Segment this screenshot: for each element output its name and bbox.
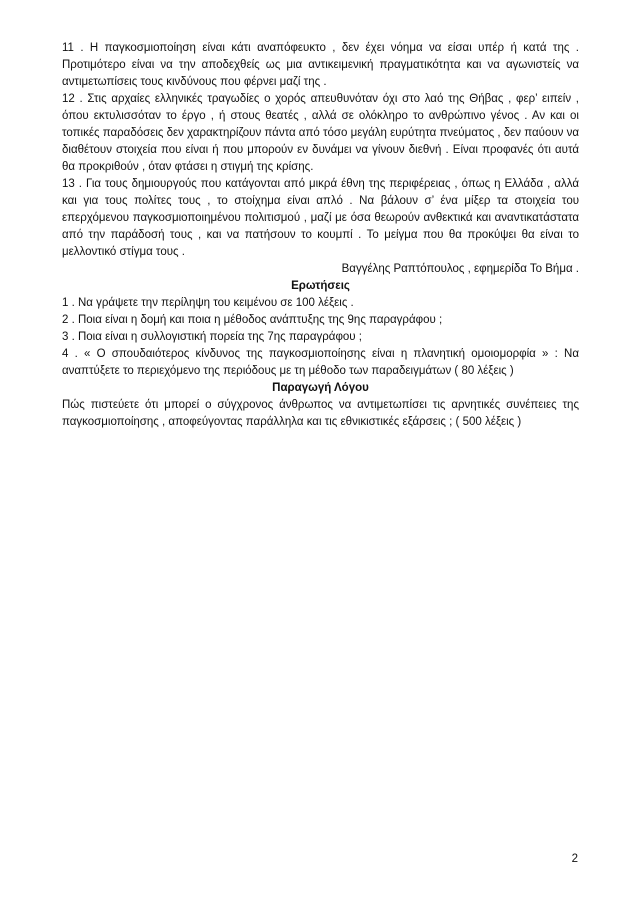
question-3: 3 . Ποια είναι η συλλογιστική πορεία της 7ης παραγράφου ;: [62, 331, 362, 343]
question-4: 4 . « Ο σπουδαιότερος κίνδυνος της παγκοσμιοποίησης είναι η πλανητική ομοιομορφία » : Να αναπτύξετε το περιεχόμενο της περιόδους με τη μέθοδο των παραδειγμάτων ( 80 λέξεις ): [62, 348, 579, 377]
question-2: 2 . Ποια είναι η δομή και ποια η μέθοδος ανάπτυξης της 9ης παραγράφου ;: [62, 314, 443, 326]
questions-heading: Ερωτήσεις: [291, 280, 350, 292]
paragraph-13: 13 . Για τους δημιουργούς που κατάγονται από μικρά έθνη της περιφέρειας , όπως η Ελλάδα , αλλά και για τους πολίτες τους , το στοίχημα είναι απλό . Να βάλουν σ’ ένα μίξερ τα στοιχεία του επερχόμενου παγκοσμιοποιημένου πολιτισμού , μαζί με όσα θεωρούν ανθεκτικά και αναντικατάστατα από την παράδοσή τους , και να πατήσουν το κουμπί . Το μείγμα που θα προκύψει θα είναι το μελλοντικό στίγμα τους .: [62, 178, 579, 258]
page-number: 2: [571, 853, 578, 865]
document-page: [62, 40, 579, 431]
production-prompt: Πώς πιστεύετε ότι μπορεί ο σύγχρονος άνθρωπος να αντιμετωπίσει τις αρνητικές συνέπειες της παγκοσμιοποίησης , αποφεύγοντας παράλληλα και τις εθνικιστικές εξάρσεις ; ( 500 λέξεις ): [62, 399, 579, 428]
paragraph-12: 12 . Στις αρχαίες ελληνικές τραγωδίες ο χορός απευθυνόταν όχι στο λαό της Θήβας , φερ’ ειπείν , όπου εκτυλισσόταν το έργο , ή στους θεατές , αλλά σε ολόκληρο το ανθρώπινο γένος . Αν και οι τοπικές παραδόσεις δεν χαρακτηρίζουν πάντα από τόσο μεγάλη ευρύτητα πνεύματος , δεν παύουν να διαθέτουν στοιχεία που είναι ή που μπορούν εν δυνάμει να γίνουν διεθνή . Είναι προφανές ότι αυτά θα προκριθούν , όταν φτάσει η στιγμή της κρίσης.: [62, 93, 579, 173]
question-1: 1 . Να γράψετε την περίληψη του κειμένου σε 100 λέξεις .: [62, 297, 354, 309]
production-heading: Παραγωγή Λόγου: [272, 382, 369, 394]
paragraph-11: 11 . Η παγκοσμιοποίηση είναι κάτι αναπόφευκτο , δεν έχει νόημα να είσαι υπέρ ή κατά της . Προτιμότερο είναι να την αποδεχθείς ως μια αντικειμενική πραγματικότητα και να αγωνιστείς να αντιμετωπίσεις τους κινδύνους που φέρνει μαζί της .: [62, 42, 579, 88]
author-signature: Βαγγέλης Ραπτόπουλος , εφημερίδα Το Βήμα .: [341, 263, 579, 275]
